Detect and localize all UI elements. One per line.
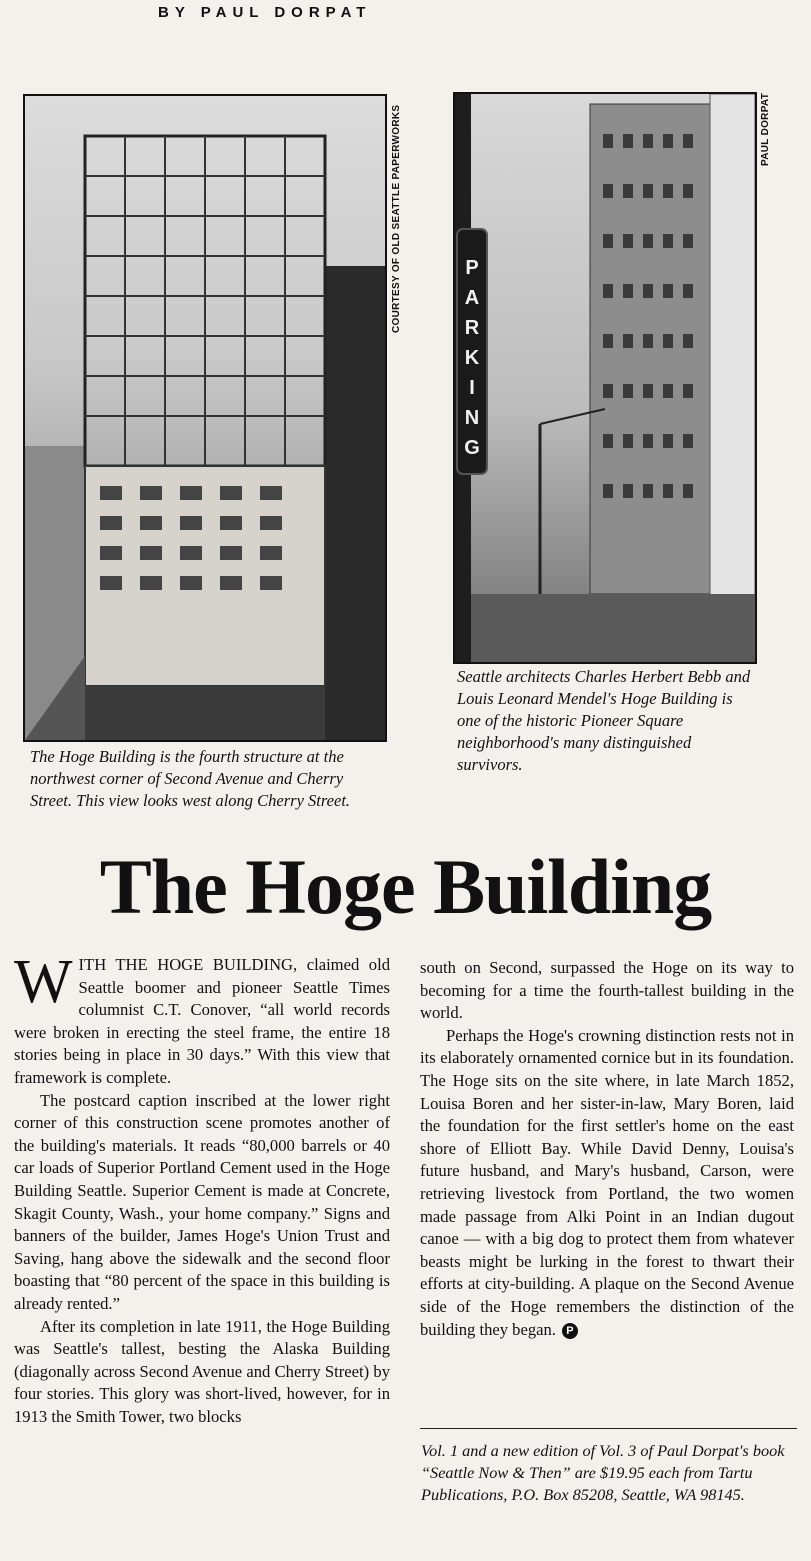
svg-text:G: G: [464, 437, 480, 459]
article-paragraph: Perhaps the Hoge's crowning distinction rests not in its elaborately ornamented cornice but in its foundation. The Hoge sits on the site where, in late March 1852, Louisa Boren and her sister-in-law, Mary Boren, laid the foundation for the first settler's home on the east shore of Elliott Bay. While David Denny, Louisa's future husband, and Mary's husband, Carson, were retrieving livestock from Portland, the two women made passage from Alki Point in an Indian dugout canoe — with a big dog to protect them from whatever beasts might be lurking in the forest to thwart their efforts at city-building. A plaque on the Second Avenue side of the Hoge remembers the distinction of the building they began. P: [420, 1025, 794, 1339]
article-paragraph: The postcard caption inscribed at the lower right corner of this construction scene promotes another of the building's materials. It reads “80,000 barrels or 40 car loads of Superior Portland Cement used in the Hoge Building Seattle. Superior Cement is made at Concrete, Skagit County, Wash., your home company.” Signs and banners of the builder, James Hoge's Union Trust and Saving, hang above the sidewalk and the second floor boasting that “80 percent of the space in this building is already rented.”: [14, 1090, 390, 1313]
article-paragraph: After its completion in late 1911, the Hoge Building was Seattle's tallest, besting the Alaska Building (diagonally across Second Avenue and Cherry Street) by four stories. This glory was short-lived, however, for in 1913 the Smith Tower, two blocks: [14, 1316, 390, 1426]
svg-text:I: I: [469, 377, 475, 399]
parking-sign-p: P: [465, 257, 479, 279]
book-note: Vol. 1 and a new edition of Vol. 3 of Paul Dorpat's book “Seattle Now & Then” are $19.95 each from Tartu Publications, P.O. Box 85208, Seattle, WA 98145.: [421, 1441, 785, 1504]
article-column-1: [14, 948, 390, 1428]
byline: BY PAUL DORPAT: [158, 4, 372, 21]
article-column-2: [420, 957, 794, 1341]
street-illustration: [455, 94, 755, 662]
hoge-construction-photo: [23, 94, 387, 742]
svg-text:R: R: [464, 317, 480, 339]
svg-text:N: N: [464, 407, 480, 429]
hoge-modern-photo: [453, 92, 757, 664]
dropcap: W: [14, 948, 73, 1016]
divider-rule: [420, 1428, 797, 1429]
right-photo-caption: Seattle architects Charles Herbert Bebb and Louis Leonard Mendel's Hoge Building is one of the historic Pioneer Square neighborhood's many distinguished survivors.: [457, 667, 751, 774]
right-photo-credit: PAUL DORPAT: [760, 92, 771, 166]
construction-illustration: [25, 96, 385, 740]
svg-text:A: A: [464, 287, 480, 309]
end-mark-icon: P: [562, 1323, 578, 1339]
article-paragraph: WITH THE HOGE BUILDING, claimed old Seattle boomer and pioneer Seattle Times columnist C.T. Conover, “all world records were broken in erecting the steel frame, the entire 18 stories being in place in 30 days.” With this view that framework is complete.: [14, 948, 390, 1087]
headline: The Hoge Building: [99, 843, 712, 930]
article-paragraph: south on Second, surpassed the Hoge on its way to becoming for a time the fourth-tallest building in the world.: [420, 958, 794, 1023]
svg-text:K: K: [464, 347, 480, 369]
left-photo-caption: The Hoge Building is the fourth structure at the northwest corner of Second Avenue and Cherry Street. This view looks west along Cherry Street.: [30, 747, 351, 810]
left-photo-credit: COURTESY OF OLD SEATTLE PAPERWORKS: [391, 104, 402, 333]
